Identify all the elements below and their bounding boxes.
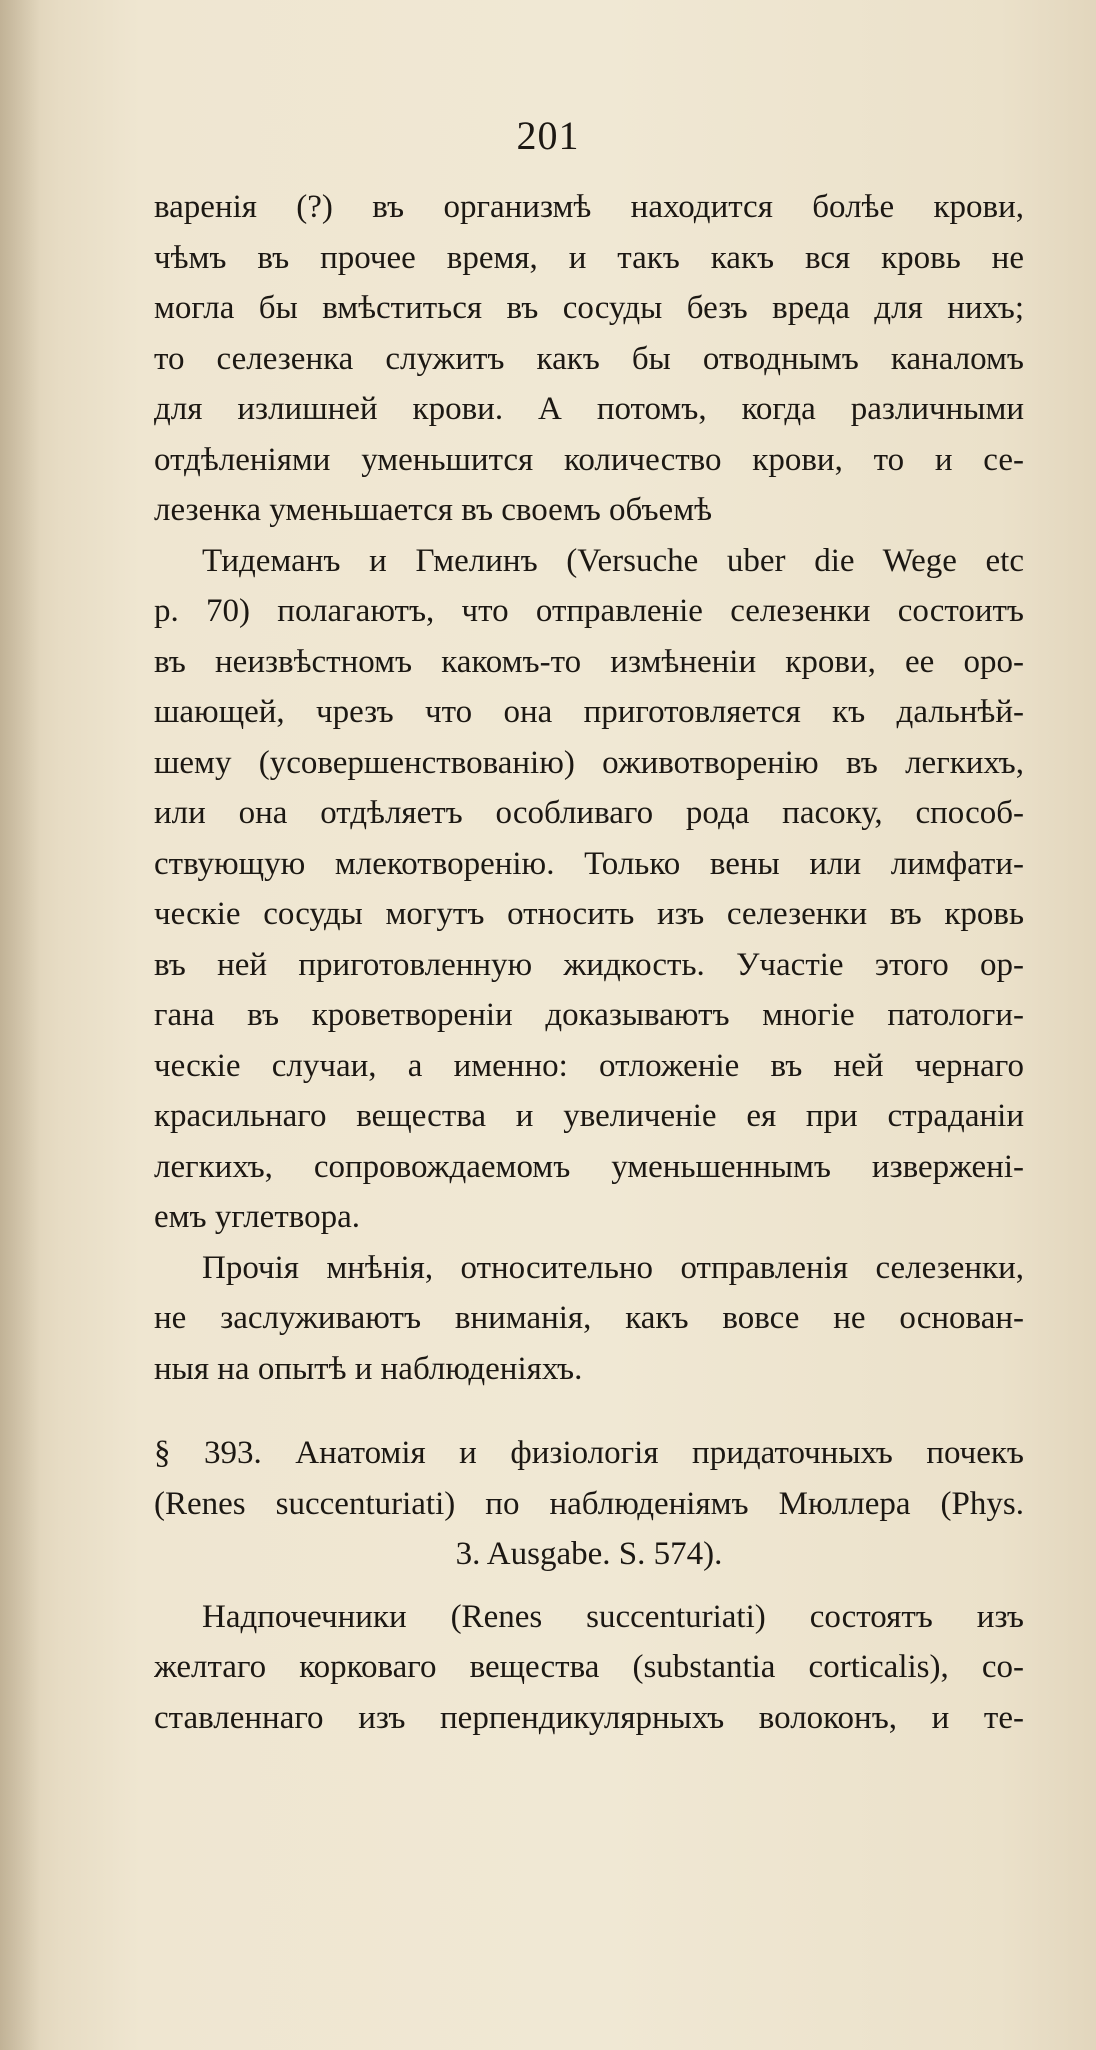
heading-line: (Renes succenturiati) по наблюденіямъ Мюллера (Phys. bbox=[154, 1485, 1024, 1522]
text-line: Прочія мнѣнія, относительно отправленія селезенки, bbox=[202, 1249, 1024, 1286]
text-line: Надпочечники (Renes succenturiati) состоятъ изъ bbox=[202, 1598, 1024, 1635]
text-line: лезенка уменьшается въ своемъ объемѣ bbox=[154, 492, 713, 528]
body-text bbox=[154, 182, 1024, 1743]
page-number: 201 bbox=[516, 113, 580, 158]
paragraph-1 bbox=[154, 182, 1024, 536]
paragraph-2 bbox=[154, 536, 1024, 1243]
text-line: ныя на опытѣ и наблюденіяхъ. bbox=[154, 1350, 583, 1387]
text-line: Тидеманъ и Гмелинъ (Versuche uber die Wege etc bbox=[202, 542, 1024, 579]
paragraph-3 bbox=[154, 1243, 1024, 1395]
heading-line: 3. Ausgabe. S. 574). bbox=[455, 1536, 723, 1572]
text-line: емъ углетвора. bbox=[154, 1199, 360, 1235]
text-line: ствующую млекотворенію. Только вены или лимфати- bbox=[154, 845, 1024, 882]
text-line: шающей, чрезъ что она приготовляется къ дальнѣй- bbox=[154, 694, 1024, 730]
text-line: чѣмъ въ прочее время, и такъ какъ вся кровь не bbox=[154, 239, 1024, 276]
text-line: отдѣленіями уменьшится количество крови, то и се- bbox=[154, 441, 1024, 478]
text-line: ческіе сосуды могутъ относить изъ селезенки въ кровь bbox=[154, 896, 1024, 932]
section-spacer bbox=[154, 1580, 1024, 1592]
text-line: въ ней приготовленную жидкость. Участіе этого ор- bbox=[154, 946, 1024, 983]
text-line: не заслуживаютъ вниманія, какъ вовсе не основан- bbox=[154, 1300, 1024, 1336]
text-line: красильнаго вещества и увеличеніе ея при страданіи bbox=[154, 1098, 1024, 1134]
text-line: p. 70) полагаютъ, что отправленіе селезенки состоитъ bbox=[154, 593, 1024, 629]
section-heading bbox=[154, 1428, 1024, 1580]
text-line: ческіе случаи, а именно: отложеніе въ ней чернаго bbox=[154, 1047, 1024, 1084]
text-line: въ неизвѣстномъ какомъ-то измѣненіи крови, ее оро- bbox=[154, 643, 1024, 680]
text-line: ставленнаго изъ перпендикулярныхъ волоконъ, и те- bbox=[154, 1699, 1024, 1736]
text-line: гана въ кроветвореніи доказываютъ многіе патологи- bbox=[154, 997, 1024, 1033]
section-spacer bbox=[154, 1394, 1024, 1428]
text-line: могла бы вмѣститься въ сосуды безъ вреда для нихъ; bbox=[154, 290, 1024, 326]
text-line: или она отдѣляетъ особливаго рода пасоку, способ- bbox=[154, 795, 1024, 831]
paragraph-4 bbox=[154, 1592, 1024, 1744]
heading-line: § 393. Анатомія и физіологія придаточныхъ почекъ bbox=[154, 1435, 1024, 1471]
binding-shadow bbox=[0, 0, 40, 2050]
text-line: желтаго корковаго вещества (substantia corticalis), со- bbox=[154, 1649, 1024, 1685]
text-line: варенія (?) въ организмѣ находится болѣе крови, bbox=[154, 189, 1024, 225]
text-line: то селезенка служитъ какъ бы отводнымъ каналомъ bbox=[154, 340, 1024, 377]
text-line: легкихъ, сопровождаемомъ уменьшеннымъ изверженi- bbox=[154, 1148, 1024, 1185]
text-line: шему (усовершенствованію) оживотворенію въ легкихъ, bbox=[154, 744, 1024, 781]
text-line: для излишней крови. А потомъ, когда различными bbox=[154, 391, 1024, 427]
